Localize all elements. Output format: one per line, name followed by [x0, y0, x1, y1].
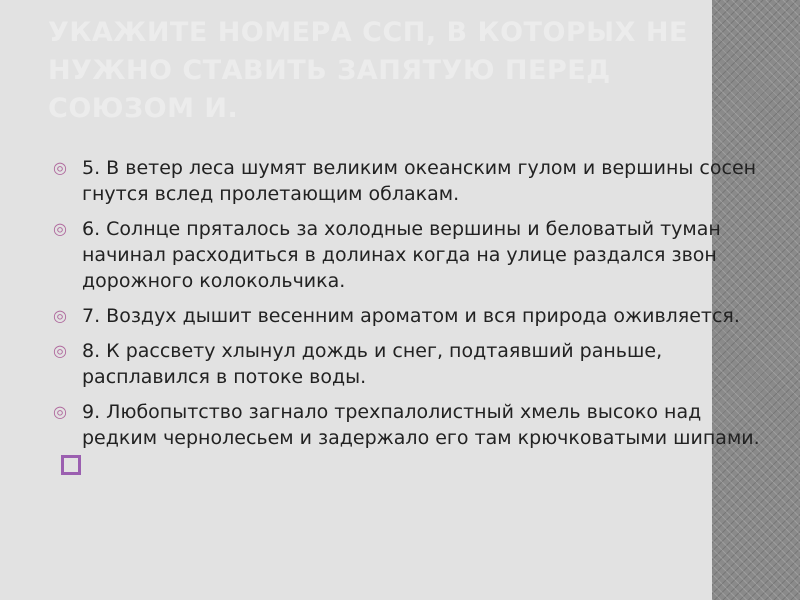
list-item — [48, 399, 776, 451]
slide-title: УКАЖИТЕ НОМЕРА ССП, В КОТОРЫХ НЕ НУЖНО СТАВИТЬ ЗАПЯТУЮ ПЕРЕД СОЮЗОМ И. — [48, 17, 688, 124]
list-item-text: 7. Воздух дышит весенним ароматом и вся природа оживляется. — [82, 305, 740, 327]
bullet-icon: ◎ — [53, 402, 67, 421]
bullet-list — [48, 155, 776, 460]
list-item-text: 8. К рассвету хлынул дождь и снег, подтаявший раньше, расплавился в потоке воды. — [82, 340, 663, 388]
bullet-icon: ◎ — [53, 341, 67, 360]
bullet-icon: ◎ — [53, 306, 67, 325]
bullet-icon: ◎ — [53, 158, 67, 177]
list-item — [48, 216, 776, 294]
bullet-icon: ◎ — [53, 219, 67, 238]
list-item — [48, 303, 776, 329]
list-item — [48, 338, 776, 390]
square-placeholder-icon[interactable] — [61, 455, 81, 475]
list-item-text: 5. В ветер леса шумят великим океанским гулом и вершины сосен гнутся вслед пролетающим облакам. — [82, 157, 757, 205]
list-item-text: 9. Любопытство загнало трехпалолистный хмель высоко над редким чернолесьем и задержало его там крючковатыми шипами. — [82, 401, 760, 449]
list-item-text: 6. Солнце пряталось за холодные вершины и беловатый туман начинал расходиться в долинах когда на улице раздался звон дорожного колокольчика. — [82, 218, 721, 292]
list-item — [48, 155, 776, 207]
